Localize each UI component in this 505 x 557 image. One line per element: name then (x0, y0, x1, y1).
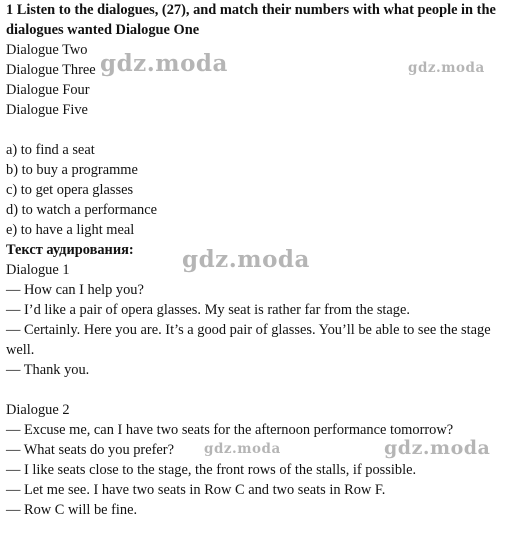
dialogue-2-title: Dialogue 2 (6, 402, 70, 418)
dialogue-1-line: — I’d like a pair of opera glasses. My seat is rather far from the stage. (6, 302, 410, 318)
transcript-heading: Текст аудирования: (6, 242, 134, 258)
dialogue-1-line: — Certainly. Here you are. It’s a good pair of glasses. You’ll be able to see the stage well. (6, 322, 491, 358)
spacer (6, 380, 501, 400)
dialogue-1-line: — How can I help you? (6, 282, 144, 298)
dialogue-label-four: Dialogue Four (6, 82, 90, 98)
option-c: c) to get opera glasses (6, 182, 134, 198)
dialogue-2-line: — What seats do you prefer? (6, 442, 174, 458)
dialogue-2-line: — Row C will be fine. (6, 502, 138, 518)
watermark: gdz.moda (408, 60, 485, 76)
watermark: gdz.moda (100, 50, 228, 77)
spacer (6, 120, 501, 140)
option-b: b) to buy a programme (6, 162, 138, 178)
dialogue-2-line: — I like seats close to the stage, the front rows of the stalls, if possible. (6, 462, 417, 478)
dialogue-2-line: — Excuse me, can I have two seats for the afternoon performance tomorrow? (6, 422, 454, 438)
dialogue-label-two: Dialogue Two (6, 42, 88, 58)
watermark: gdz.moda (384, 437, 491, 459)
option-a: a) to find a seat (6, 142, 95, 158)
watermark: gdz.moda (204, 441, 281, 457)
dialogue-1-line: — Thank you. (6, 362, 90, 378)
option-d: d) to watch a performance (6, 202, 158, 218)
dialogue-2-line: — Let me see. I have two seats in Row C and two seats in Row F. (6, 482, 386, 498)
dialogue-label-five: Dialogue Five (6, 102, 88, 118)
option-e: e) to have a light meal (6, 222, 135, 238)
dialogue-label-three: Dialogue Three (6, 62, 96, 78)
dialogue-1-title: Dialogue 1 (6, 262, 70, 278)
exercise-title: 1 Listen to the dialogues, (27), and match their numbers with what people in the dialogues wanted Dialogue One (6, 2, 496, 38)
watermark: gdz.moda (182, 246, 310, 273)
